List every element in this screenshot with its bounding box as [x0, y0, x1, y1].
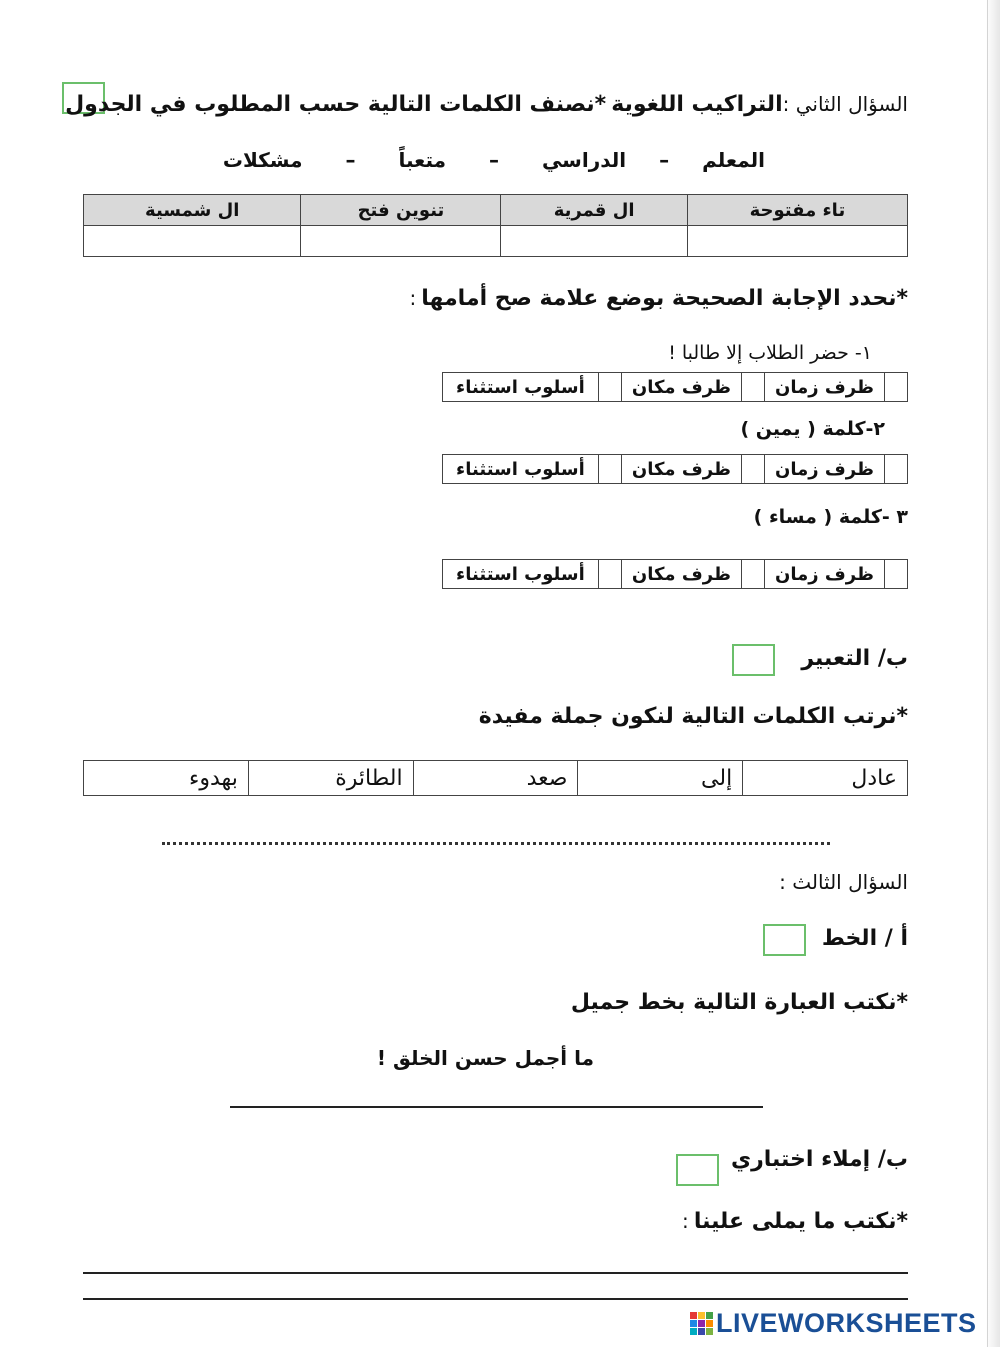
table-answer-row	[84, 226, 908, 257]
dictation-colon: :	[681, 1209, 689, 1233]
word-2: الدراسي	[541, 148, 627, 172]
dash-2: –	[488, 148, 499, 172]
table-header-row	[84, 195, 908, 226]
answer-cell[interactable]	[501, 226, 687, 257]
checkbox-option[interactable]	[885, 560, 908, 589]
dictation-line-2[interactable]	[83, 1298, 908, 1300]
score-box-handwriting[interactable]	[763, 924, 806, 956]
checkbox-option[interactable]	[598, 560, 621, 589]
option-label: ظرف زمان	[764, 455, 884, 484]
checkbox-option[interactable]	[598, 373, 621, 402]
choose-heading	[208, 286, 908, 311]
answer-dotted-line[interactable]	[162, 838, 830, 845]
page-edge-line	[987, 0, 988, 1347]
question3-label: السؤال الثالث :	[779, 870, 908, 894]
answer-cell[interactable]	[687, 226, 907, 257]
checkbox-option[interactable]	[598, 455, 621, 484]
mcq-options-2	[442, 454, 908, 484]
page-edge-shadow	[986, 0, 1000, 1347]
answer-cell[interactable]	[301, 226, 501, 257]
dash-3: –	[345, 148, 356, 172]
logo-text: LIVEWORKSHEETS	[716, 1308, 977, 1338]
question2-heading	[65, 92, 908, 117]
checkbox-option[interactable]	[885, 455, 908, 484]
handwriting-instruction: *نكتب العبارة التالية بخط جميل	[570, 990, 908, 1015]
answer-cell[interactable]	[84, 226, 301, 257]
mcq-question-1: ١- حضر الطلاب إلا طالبا !	[668, 342, 872, 364]
word-1: المعلم	[702, 148, 765, 172]
choose-colon: :	[409, 286, 417, 310]
checkbox-option[interactable]	[741, 455, 764, 484]
choose-instruction: *نحدد الإجابة الصحيحة بوضع علامة صح أمامها	[421, 286, 908, 311]
option-label: ظرف مكان	[621, 373, 741, 402]
question2-instruction: *نصنف الكلمات التالية حسب المطلوب في الجدول	[65, 92, 607, 117]
classify-words	[205, 148, 765, 172]
word-4: مشكلات	[222, 148, 303, 172]
dictation-heading	[682, 1209, 908, 1234]
option-label: ظرف مكان	[621, 455, 741, 484]
word-3: متعباً	[398, 148, 446, 172]
table-header: تنوين فتح	[301, 195, 501, 226]
table-header: ال قمرية	[501, 195, 687, 226]
question2-section: التراكيب اللغوية	[611, 92, 783, 117]
table-header: تاء مفتوحة	[687, 195, 907, 226]
option-label: أسلوب استثناء	[443, 373, 599, 402]
checkbox-option[interactable]	[741, 560, 764, 589]
word-cell: صعد	[413, 761, 578, 796]
word-cell: بهدوء	[84, 761, 249, 796]
score-box-expression[interactable]	[732, 644, 775, 676]
option-label: ظرف مكان	[621, 560, 741, 589]
logo-grid-icon	[690, 1312, 713, 1335]
mcq-question-2: ٢-كلمة ( يمين )	[740, 418, 885, 440]
handwriting-title: أ / الخط	[821, 926, 908, 951]
handwriting-line[interactable]	[230, 1106, 763, 1108]
word-cell: الطائرة	[248, 761, 413, 796]
option-label: أسلوب استثناء	[443, 560, 599, 589]
mcq-options-1	[442, 372, 908, 402]
word-cell: إلى	[578, 761, 743, 796]
handwriting-phrase: ما أجمل حسن الخلق !	[376, 1046, 594, 1070]
dictation-title: ب/ إملاء اختباري	[730, 1147, 908, 1172]
expression-title: ب/ التعبير	[801, 646, 908, 671]
dictation-instruction: *نكتب ما يملى علينا	[693, 1209, 908, 1234]
mcq-question-3: ٣ -كلمة ( مساء )	[753, 506, 908, 528]
dash-1: –	[659, 148, 670, 172]
option-label: ظرف زمان	[764, 373, 884, 402]
checkbox-option[interactable]	[885, 373, 908, 402]
option-label: أسلوب استثناء	[443, 455, 599, 484]
question2-label: السؤال الثاني :	[782, 92, 908, 116]
mcq-options-3	[442, 559, 908, 589]
checkbox-option[interactable]	[741, 373, 764, 402]
option-label: ظرف زمان	[764, 560, 884, 589]
dictation-line-1[interactable]	[83, 1272, 908, 1274]
table-header: ال شمسية	[84, 195, 301, 226]
word-cell: عادل	[743, 761, 908, 796]
words-table	[83, 760, 908, 796]
expression-instruction: *نرتب الكلمات التالية لنكون جملة مفيدة	[478, 704, 908, 729]
liveworksheets-logo	[690, 1308, 977, 1339]
score-box-dictation[interactable]	[676, 1154, 719, 1186]
classification-table	[83, 194, 908, 257]
